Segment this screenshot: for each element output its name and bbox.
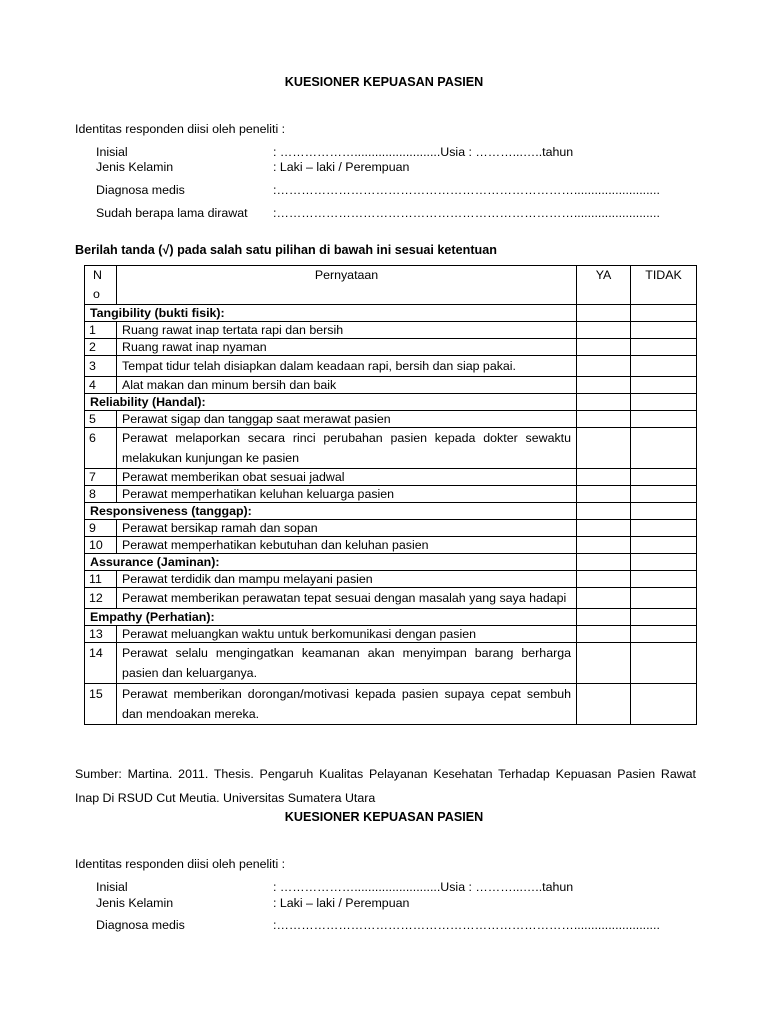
- table-row: [85, 486, 697, 503]
- yes-checkbox-cell[interactable]: [577, 486, 631, 503]
- no-checkbox-cell[interactable]: [631, 469, 697, 486]
- yes-checkbox-cell[interactable]: [577, 356, 631, 377]
- row-statement: Perawat terdidik dan mampu melayani pasien: [117, 571, 577, 588]
- yes-checkbox-cell[interactable]: [577, 377, 631, 394]
- row-number: 2: [85, 339, 117, 356]
- no-checkbox-cell[interactable]: [631, 588, 697, 609]
- yes-checkbox-cell[interactable]: [577, 322, 631, 339]
- table-row: [85, 469, 697, 486]
- row-statement: Perawat memperhatikan kebutuhan dan keluhan pasien: [117, 537, 577, 554]
- row-number: 4: [85, 377, 117, 394]
- field-label-inisial-repeat: Inisial: [96, 880, 128, 894]
- table-row: [85, 571, 697, 588]
- row-number: 5: [85, 411, 117, 428]
- row-number: 15: [85, 684, 117, 725]
- yes-checkbox-cell[interactable]: [577, 684, 631, 725]
- field-value-jenis-kelamin-repeat: : Laki – laki / Perempuan: [273, 896, 410, 910]
- no-checkbox-cell[interactable]: [631, 571, 697, 588]
- intro-text-repeat: Identitas responden diisi oleh peneliti :: [75, 857, 286, 871]
- row-number: 12: [85, 588, 117, 609]
- yes-checkbox-cell[interactable]: [577, 469, 631, 486]
- section-header-responsiveness: [85, 503, 697, 520]
- field-value-diagnosa: :……………………………………………………………….........................: [273, 183, 660, 197]
- section-title: Responsiveness (tanggap):: [85, 503, 577, 520]
- no-checkbox-cell[interactable]: [631, 377, 697, 394]
- source-citation: Sumber: Martina. 2011. Thesis. Pengaruh Kualitas Pelayanan Kesehatan Terhadap Kepuasan Pasien Rawat Inap Di RSUD Cut Meutia. Universitas Sumatera Utara: [75, 767, 696, 805]
- table-row: [85, 339, 697, 356]
- field-label-diagnosa-repeat: Diagnosa medis: [96, 918, 185, 932]
- row-statement: Perawat selalu mengingatkan keamanan akan menyimpan barang berharga pasien dan keluarganya.: [117, 643, 577, 684]
- table-row: [85, 626, 697, 643]
- section-header-reliability: [85, 394, 697, 411]
- field-value-lama-dirawat: :……………………………………………………………….........................: [273, 206, 660, 220]
- section-title: Reliability (Handal):: [85, 394, 577, 411]
- header-yes: YA: [577, 266, 631, 305]
- yes-checkbox-cell[interactable]: [577, 626, 631, 643]
- section-title: Assurance (Jaminan):: [85, 554, 577, 571]
- header-no: [85, 266, 117, 305]
- no-checkbox-cell[interactable]: [631, 356, 697, 377]
- table-row: [85, 411, 697, 428]
- field-label-jenis-kelamin-repeat: Jenis Kelamin: [96, 896, 174, 910]
- yes-checkbox-cell[interactable]: [577, 428, 631, 469]
- table-row: [85, 322, 697, 339]
- page-title-repeat: KUESIONER KEPUASAN PASIEN: [284, 810, 484, 824]
- table-row: [85, 684, 697, 725]
- row-statement: Ruang rawat inap nyaman: [117, 339, 577, 356]
- no-checkbox-cell[interactable]: [631, 411, 697, 428]
- yes-checkbox-cell[interactable]: [577, 411, 631, 428]
- field-value-inisial: : ……………….........................Usia : ………...…..tahun: [273, 145, 574, 159]
- header-statement: Pernyataan: [117, 266, 577, 305]
- row-statement: Ruang rawat inap tertata rapi dan bersih: [117, 322, 577, 339]
- row-number: 11: [85, 571, 117, 588]
- row-number: 3: [85, 356, 117, 377]
- row-number: 10: [85, 537, 117, 554]
- no-checkbox-cell[interactable]: [631, 520, 697, 537]
- row-statement: Alat makan dan minum bersih dan baik: [117, 377, 577, 394]
- row-statement: Perawat memberikan obat sesuai jadwal: [117, 469, 577, 486]
- row-statement: Perawat bersikap ramah dan sopan: [117, 520, 577, 537]
- answer-cell: [577, 305, 631, 322]
- yes-checkbox-cell[interactable]: [577, 339, 631, 356]
- yes-checkbox-cell[interactable]: [577, 571, 631, 588]
- answer-cell: [631, 554, 697, 571]
- row-number: 7: [85, 469, 117, 486]
- table-row: [85, 356, 697, 377]
- row-statement: Tempat tidur telah disiapkan dalam keadaan rapi, bersih dan siap pakai.: [117, 356, 577, 377]
- questionnaire-table: [84, 265, 697, 725]
- no-checkbox-cell[interactable]: [631, 339, 697, 356]
- row-number: 13: [85, 626, 117, 643]
- table-row: [85, 520, 697, 537]
- section-title: Tangibility (bukti fisik):: [85, 305, 577, 322]
- no-checkbox-cell[interactable]: [631, 626, 697, 643]
- row-number: 8: [85, 486, 117, 503]
- intro-text: Identitas responden diisi oleh peneliti :: [75, 122, 286, 136]
- row-statement: Perawat meluangkan waktu untuk berkomunikasi dengan pasien: [117, 626, 577, 643]
- no-checkbox-cell[interactable]: [631, 486, 697, 503]
- section-header-tangibility: [85, 305, 697, 322]
- row-statement: Perawat memberikan perawatan tepat sesuai dengan masalah yang saya hadapi: [117, 588, 577, 609]
- header-no-line1: N: [93, 268, 102, 282]
- row-number: 9: [85, 520, 117, 537]
- answer-cell: [631, 394, 697, 411]
- page-title: KUESIONER KEPUASAN PASIEN: [284, 75, 484, 89]
- table-row: [85, 377, 697, 394]
- yes-checkbox-cell[interactable]: [577, 537, 631, 554]
- field-value-diagnosa-repeat: :……………………………………………………………….........................: [273, 918, 660, 932]
- section-header-empathy: [85, 609, 697, 626]
- row-number: 1: [85, 322, 117, 339]
- answer-cell: [631, 305, 697, 322]
- row-statement: Perawat melaporkan secara rinci perubahan pasien kepada dokter sewaktu melakukan kunjungan ke pasien: [117, 428, 577, 469]
- table-row: [85, 643, 697, 684]
- no-checkbox-cell[interactable]: [631, 684, 697, 725]
- yes-checkbox-cell[interactable]: [577, 588, 631, 609]
- header-no-answer: TIDAK: [631, 266, 697, 305]
- no-checkbox-cell[interactable]: [631, 643, 697, 684]
- field-label-diagnosa: Diagnosa medis: [96, 183, 185, 197]
- answer-cell: [577, 554, 631, 571]
- row-statement: Perawat memberikan dorongan/motivasi kepada pasien supaya cepat sembuh dan mendoakan mereka.: [117, 684, 577, 725]
- field-value-inisial-repeat: : ……………….........................Usia : ………...…..tahun: [273, 880, 574, 894]
- answer-cell: [631, 609, 697, 626]
- table-row: [85, 588, 697, 609]
- answer-cell: [577, 609, 631, 626]
- row-statement: Perawat sigap dan tanggap saat merawat pasien: [117, 411, 577, 428]
- row-number: 6: [85, 428, 117, 469]
- instruction-text: Berilah tanda (√) pada salah satu pilihan di bawah ini sesuai ketentuan: [75, 243, 497, 257]
- answer-cell: [577, 503, 631, 520]
- field-value-jenis-kelamin: : Laki – laki / Perempuan: [273, 160, 410, 174]
- field-label-jenis-kelamin: Jenis Kelamin: [96, 160, 174, 174]
- no-checkbox-cell[interactable]: [631, 322, 697, 339]
- header-no-line2: o: [93, 287, 100, 301]
- no-checkbox-cell[interactable]: [631, 537, 697, 554]
- answer-cell: [577, 394, 631, 411]
- table-row: [85, 537, 697, 554]
- field-label-lama-dirawat: Sudah berapa lama dirawat: [96, 206, 248, 220]
- yes-checkbox-cell[interactable]: [577, 643, 631, 684]
- table-header-row: [85, 266, 697, 305]
- no-checkbox-cell[interactable]: [631, 428, 697, 469]
- section-title: Empathy (Perhatian):: [85, 609, 577, 626]
- row-statement: Perawat memperhatikan keluhan keluarga pasien: [117, 486, 577, 503]
- yes-checkbox-cell[interactable]: [577, 520, 631, 537]
- table-row: [85, 428, 697, 469]
- section-header-assurance: [85, 554, 697, 571]
- answer-cell: [631, 503, 697, 520]
- field-label-inisial: Inisial: [96, 145, 128, 159]
- row-number: 14: [85, 643, 117, 684]
